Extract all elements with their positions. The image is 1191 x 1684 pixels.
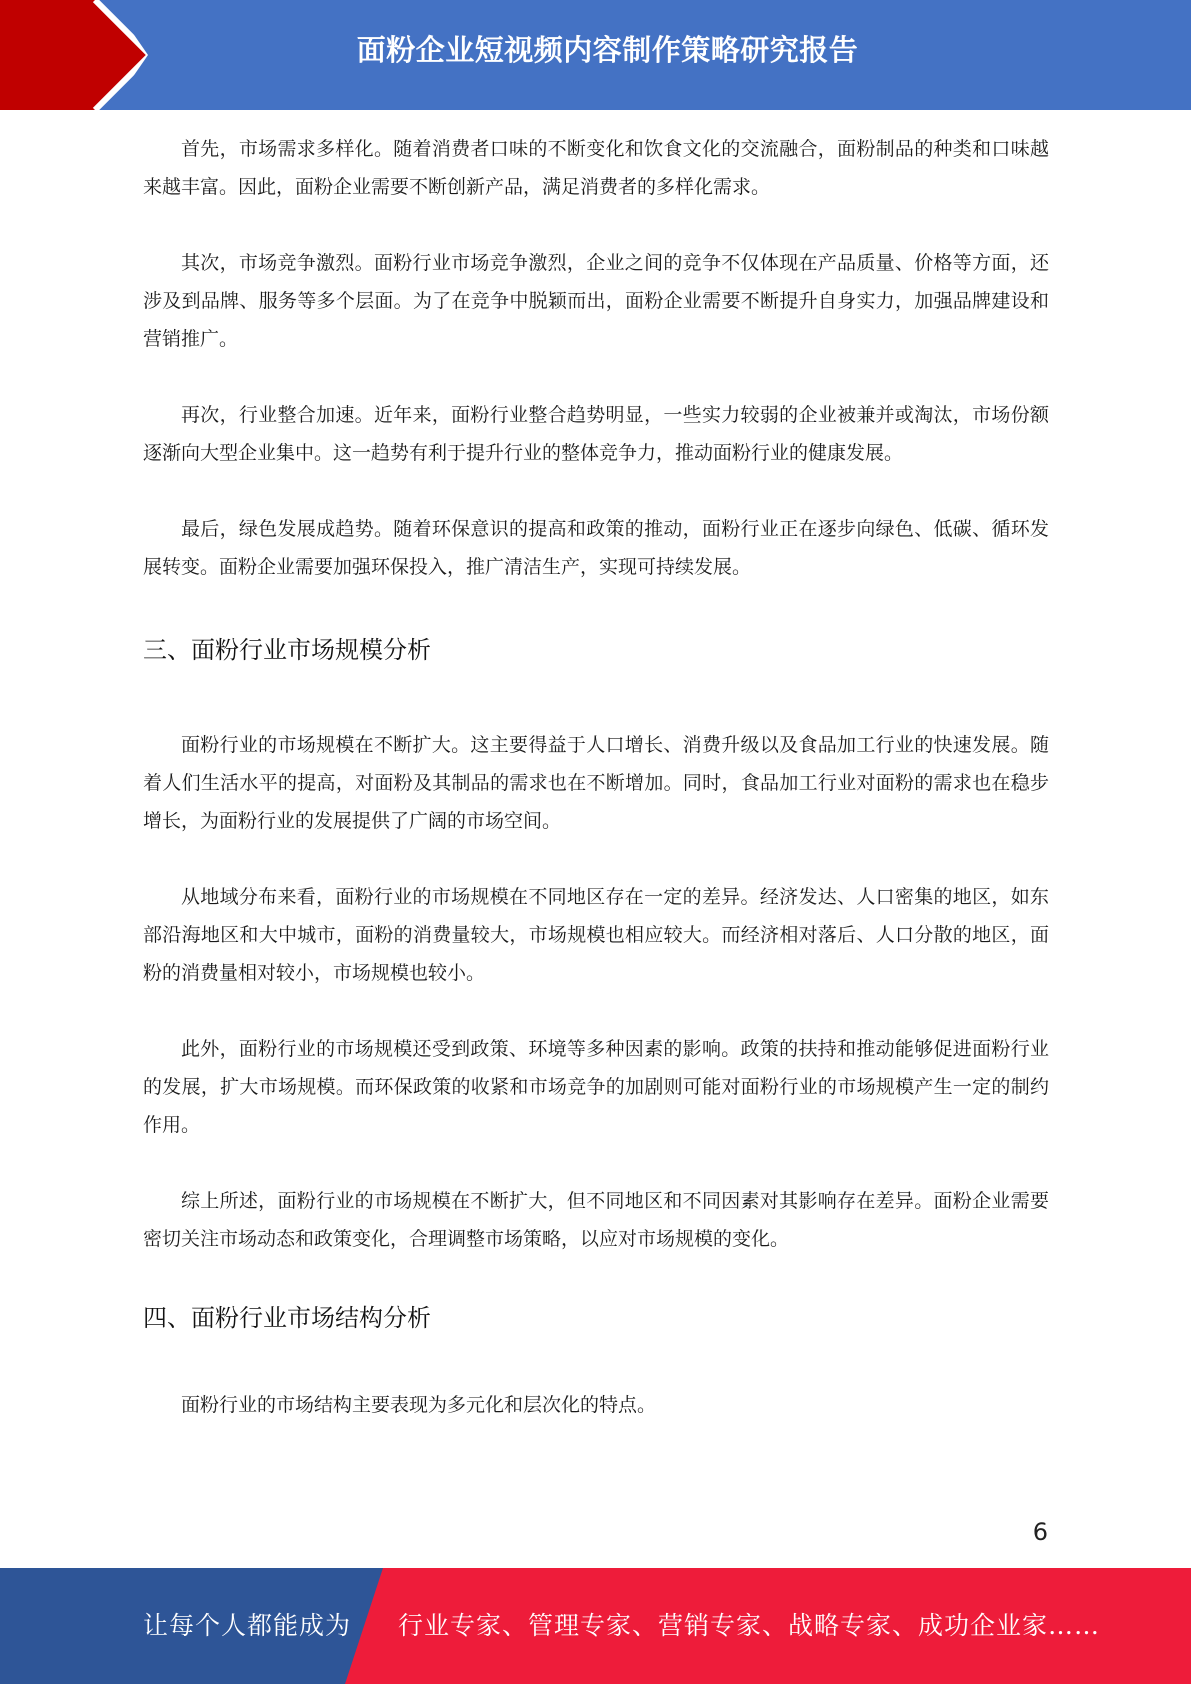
- page-footer: [0, 1568, 1191, 1684]
- paragraph: 综上所述，面粉行业的市场规模在不断扩大，但不同地区和不同因素对其影响存在差异。面粉企业需要密切关注市场动态和政策变化，合理调整市场策略，以应对市场规模的变化。: [143, 1190, 1049, 1250]
- section-heading: 四、面粉行业市场结构分析: [143, 1304, 431, 1332]
- paragraph: 其次，市场竞争激烈。面粉行业市场竞争激烈，企业之间的竞争不仅体现在产品质量、价格等方面，还涉及到品牌、服务等多个层面。为了在竞争中脱颖而出，面粉企业需要不断提升自身实力，加强品牌建设和营销推广。: [143, 252, 1049, 350]
- page-header: [0, 0, 1191, 110]
- footer-slogan-left: 让每个人都能成为: [143, 1611, 352, 1640]
- paragraph: 首先，市场需求多样化。随着消费者口味的不断变化和饮食文化的交流融合，面粉制品的种类和口味越来越丰富。因此，面粉企业需要不断创新产品，满足消费者的多样化需求。: [143, 138, 1049, 198]
- paragraph: 最后，绿色发展成趋势。随着环保意识的提高和政策的推动，面粉行业正在逐步向绿色、低碳、循环发展转变。面粉企业需要加强环保投入，推广清洁生产，实现可持续发展。: [143, 518, 1049, 578]
- paragraph: 此外，面粉行业的市场规模还受到政策、环境等多种因素的影响。政策的扶持和推动能够促进面粉行业的发展，扩大市场规模。而环保政策的收紧和市场竞争的加剧则可能对面粉行业的市场规模产生一定的制约作用。: [143, 1038, 1049, 1136]
- footer-slogan-right: 行业专家、管理专家、营销专家、战略专家、成功企业家……: [398, 1611, 1101, 1640]
- paragraph: 再次，行业整合加速。近年来，面粉行业整合趋势明显，一些实力较弱的企业被兼并或淘汰，市场份额逐渐向大型企业集中。这一趋势有利于提升行业的整体竞争力，推动面粉行业的健康发展。: [143, 404, 1049, 464]
- paragraph: 从地域分布来看，面粉行业的市场规模在不同地区存在一定的差异。经济发达、人口密集的地区，如东部沿海地区和大中城市，面粉的消费量较大，市场规模也相应较大。而经济相对落后、人口分散的地区，面粉的消费量相对较小，市场规模也较小。: [143, 886, 1049, 984]
- paragraph: 面粉行业的市场结构主要表现为多元化和层次化的特点。: [181, 1394, 657, 1416]
- report-title: 面粉企业短视频内容制作策略研究报告: [356, 33, 859, 67]
- section-heading: 三、面粉行业市场规模分析: [143, 636, 431, 664]
- document-body: [143, 130, 1049, 1424]
- page-number: 6: [1032, 1518, 1048, 1546]
- paragraph: 面粉行业的市场规模在不断扩大。这主要得益于人口增长、消费升级以及食品加工行业的快速发展。随着人们生活水平的提高，对面粉及其制品的需求也在不断增加。同时，食品加工行业对面粉的需求也在稳步增长，为面粉行业的发展提供了广阔的市场空间。: [143, 734, 1049, 832]
